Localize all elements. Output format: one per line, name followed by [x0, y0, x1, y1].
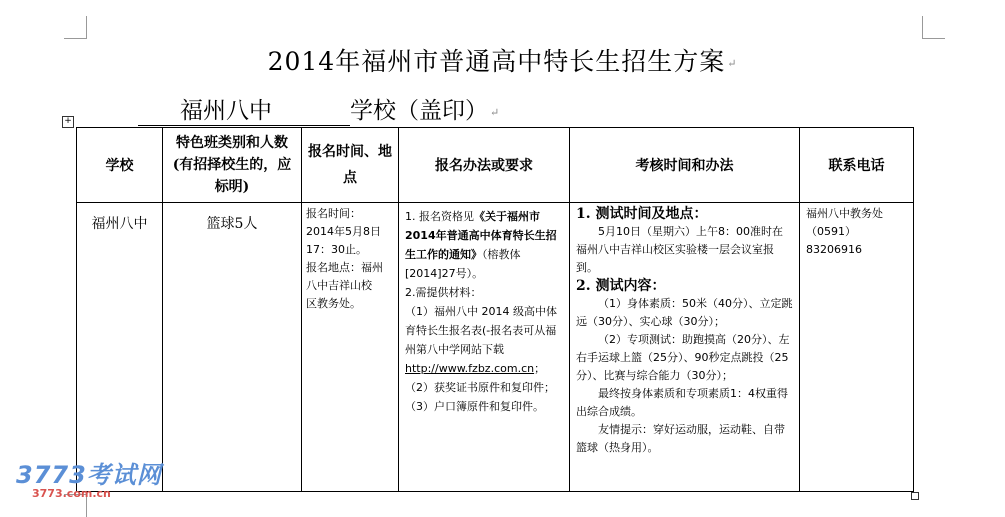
- cell-class: [163, 203, 302, 492]
- link-suffix: ；: [534, 362, 546, 375]
- table-resize-handle-icon[interactable]: [911, 492, 919, 500]
- table-row: [77, 203, 914, 492]
- page-corner-mark-top-right: [922, 16, 945, 39]
- header-reg-time-text: 报名时间、地点: [308, 144, 392, 186]
- school-suffix: 学校（盖印）: [350, 98, 488, 124]
- exam-section1-heading: 1. 测试时间及地点：: [576, 206, 708, 222]
- cell-reg-time: [302, 203, 399, 492]
- paragraph-mark-icon: ↵: [727, 57, 738, 70]
- document-title: [0, 42, 1005, 78]
- contact-phone: （0591）83206916: [806, 225, 862, 256]
- exam-section1-text: 5月10日（星期六）上午8：00准时在福州八中吉祥山校区实验楼一层会议室报到。: [576, 225, 783, 274]
- school-website-link[interactable]: http://www.fzbz.com.cn: [405, 362, 535, 375]
- header-exam: 考核时间和办法: [570, 128, 800, 203]
- exam-section2-heading: 2. 测试内容：: [576, 278, 666, 294]
- reg-line: 17：30止。: [306, 243, 367, 256]
- header-reg-time: [302, 128, 399, 203]
- watermark-sub: 3773.com.cn: [32, 487, 111, 500]
- reg-time-text: [302, 203, 398, 315]
- admission-table: [76, 127, 914, 492]
- reg-line: 报名时间：: [306, 207, 361, 220]
- method-item2: 2.需提供材料：: [405, 286, 482, 299]
- exam-text: [570, 203, 799, 459]
- cell-exam: [570, 203, 800, 492]
- cell-school: [77, 203, 163, 492]
- document-title-text: 2014年福州市普通高中特长生招生方案: [267, 47, 726, 76]
- method-item1-suffix: （榕教体[2014]27号）。: [405, 248, 521, 280]
- contact-office: 福州八中教务处: [806, 207, 883, 220]
- cell-contact: [800, 203, 914, 492]
- exam-tip: 友情提示：穿好运动服，运动鞋、自带篮球（热身用）。: [576, 423, 785, 454]
- header-class: [163, 128, 302, 203]
- watermark-main: 3773考试网: [16, 461, 162, 489]
- table-move-handle-icon[interactable]: +: [62, 116, 74, 128]
- method-sub2: （2）获奖证书原件和复印件；: [405, 381, 555, 394]
- reg-line: 区教务处。: [306, 297, 361, 310]
- header-school: 学校: [77, 128, 163, 203]
- page-corner-mark-top-left: [64, 16, 87, 39]
- table-header-row: [77, 128, 914, 203]
- method-sub3: （3）户口簿原件和复印件。: [405, 400, 544, 413]
- method-text: [399, 203, 569, 420]
- method-item1-bold: 《关于福州市2014年普通高中体育特长生招生工作的通知》: [405, 210, 557, 261]
- school-value: 福州八中: [91, 216, 148, 232]
- method-item1-prefix: 1. 报名资格见: [405, 210, 474, 223]
- reg-line: 2014年5月8日: [306, 225, 381, 238]
- exam-item1: （1）身体素质：50米（40分）、立定跳远（30分）、实心球（30分）；: [576, 297, 793, 328]
- exam-weighting: 最终按身体素质和专项素质1：4权重得出综合成绩。: [576, 387, 788, 418]
- method-sub1: （1）福州八中 2014 级高中体育特长生报名表(-报名表可从福州第八中学网站下载: [405, 305, 557, 356]
- class-value: 篮球5人: [206, 216, 258, 232]
- watermark-logo: [16, 455, 162, 500]
- reg-line: 八中吉祥山校: [306, 279, 372, 292]
- contact-text: [800, 203, 913, 261]
- school-name-field: 福州八中: [138, 92, 350, 126]
- method-item1: [405, 207, 563, 283]
- method-link-line: [405, 359, 563, 378]
- header-method: 报名办法或要求: [399, 128, 570, 203]
- exam-item2: （2）专项测试：助跑摸高（20分）、左右手运球上篮（25分）、90秒定点跳投（25分）、比赛与综合能力（30分）；: [576, 333, 790, 382]
- paragraph-mark-icon: ↵: [490, 105, 500, 119]
- header-contact: 联系电话: [800, 128, 914, 203]
- cell-method: [399, 203, 570, 492]
- school-name-line: [138, 92, 499, 126]
- header-class-text: 特色班类别和人数(有招择校生的，应标明): [172, 135, 292, 195]
- reg-line: 报名地点：福州: [306, 261, 383, 274]
